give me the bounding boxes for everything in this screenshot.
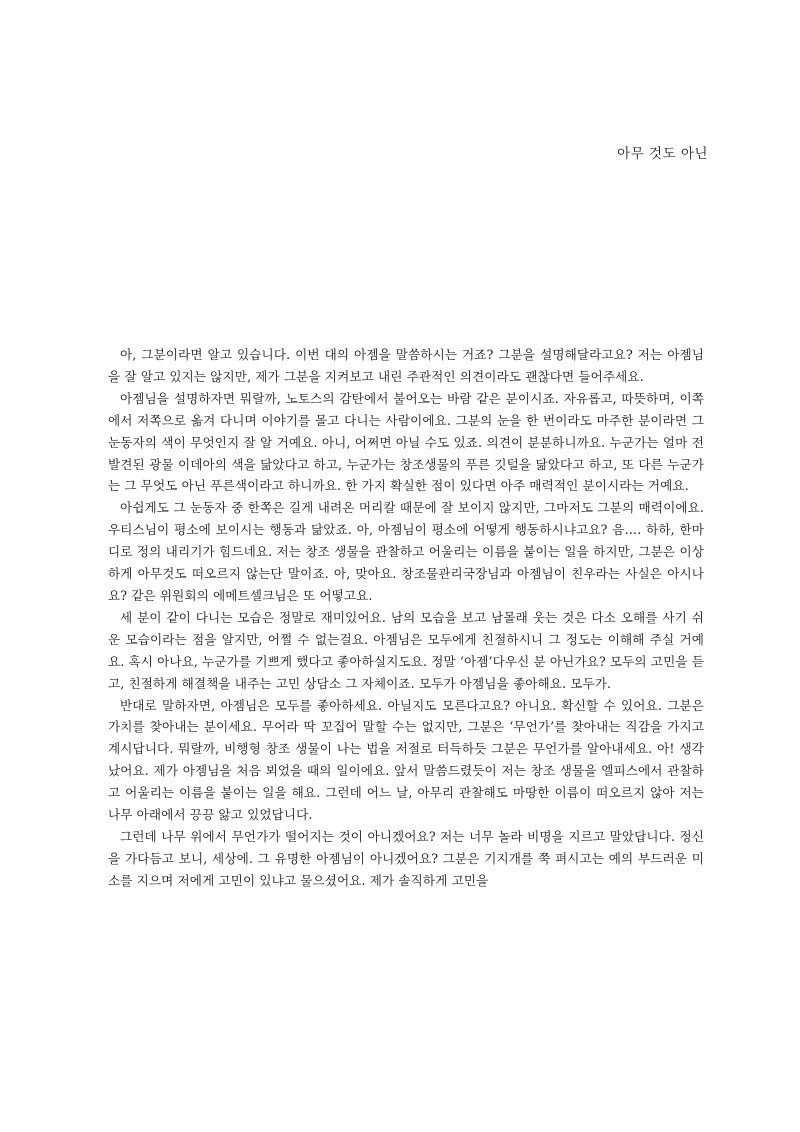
paragraph: 아쉽게도 그 눈동자 중 한쪽은 길게 내려온 머리칼 때문에 잘 보이지 않지만, 그마저도 그분의 매력이에요. 우티스님이 평소에 보이시는 행동과 닮았죠. 아, 아젬님이 평소에 어떻게 행동하시냐고요? 음…. 하하, 한마디로 정의 내리기가 힘드네요. 저는 창조 생물을 관찰하고 어울리는 이름을 붙이는 일을 하지만, 그분은 이상하게 아무것도 떠오르지 않는단 말이죠. 아, 맞아요. 창조물관리국장님과 아젬님이 친우라는 사실은 아시나요? 같은 위원회의 에메트셀크님은 또 어떻고요. <box>108 500 704 603</box>
running-title: 아무 것도 아닌 <box>617 146 708 162</box>
paragraph: 세 분이 같이 다니는 모습은 정말로 재미있어요. 남의 모습을 보고 남몰래 웃는 것은 다소 오해를 사기 쉬운 모습이라는 점을 알지만, 어쩔 수 없는걸요. 아젬님은 모두에게 친절하시니 그 정도는 이해해 주실 거예요. 혹시 아나요, 누군가를 기쁘게 했다고 좋아하실지도요. 정말 ‘아젬’다우신 분 아닌가요? 모두의 고민을 듣고, 친절하게 해결책을 내주는 고민 상담소 그 자체이죠. 모두가 아젬님을 좋아해요. 모두가. <box>108 609 704 691</box>
paragraph: 아젬님을 설명하자면 뭐랄까, 노토스의 감탄에서 불어오는 바람 같은 분이시죠. 자유롭고, 따뜻하며, 이쪽에서 저쪽으로 옮겨 다니며 이야기를 몰고 다니는 사람이에요. 그분의 눈을 한 번이라도 마주한 분이라면 그 눈동자의 색이 무엇인지 잘 알 거예요. 아니, 어쩌면 아닐 수도 있죠. 의견이 분분하니까요. 누군가는 얼마 전 발견된 광물 이데아의 색을 닮았다고 하고, 누군가는 창조생물의 푸른 깃털을 닮았다고 하고, 또 다른 누군가는 그 무엇도 아닌 푸른색이라고 하니까요. 한 가지 확실한 점이 있다면 아주 매력적인 분이시라는 거예요. <box>108 390 704 494</box>
paragraph: 반대로 말하자면, 아젬님은 모두를 좋아하세요. 아닐지도 모른다고요? 아니요. 확신할 수 있어요. 그분은 가치를 찾아내는 분이세요. 무어라 딱 꼬집어 말할 수는 없지만, 그분은 ‘무언가’를 찾아내는 직감을 가지고 계시답니다. 뭐랄까, 비행형 창조 생물이 나는 법을 저절로 터득하듯 그분은 무언가를 알아내세요. 아! 생각났어요. 제가 아젬님을 처음 뵈었을 때의 일이에요. 앞서 말씀드렸듯이 저는 창조 생물을 엘피스에서 관찰하고 어울리는 이름을 붙이는 일을 해요. 그런데 어느 날, 아무리 관찰해도 마땅한 이름이 떠오르지 않아 저는 나무 아래에서 끙끙 앓고 있었답니다. <box>108 697 704 823</box>
document-body <box>108 344 704 892</box>
paragraph: 아, 그분이라면 알고 있습니다. 이번 대의 아젬을 말씀하시는 거죠? 그분을 설명해달라고요? 저는 아젬님을 잘 알고 있지는 않지만, 제가 그분을 지켜보고 내린 주관적인 의견이라도 괜찮다면 들어주세요. <box>108 347 704 384</box>
paragraph: 그런데 나무 위에서 무언가가 떨어지는 것이 아니겠어요? 저는 너무 놀라 비명을 지르고 말았답니다. 정신을 가다듬고 보니, 세상에. 그 유명한 아젬님이 아니겠어요? 그분은 기지개를 쭉 펴시고는 예의 부드러운 미소를 지으며 저에게 고민이 있냐고 물으셨어요. 제가 솔직하게 고민을 <box>108 828 704 888</box>
